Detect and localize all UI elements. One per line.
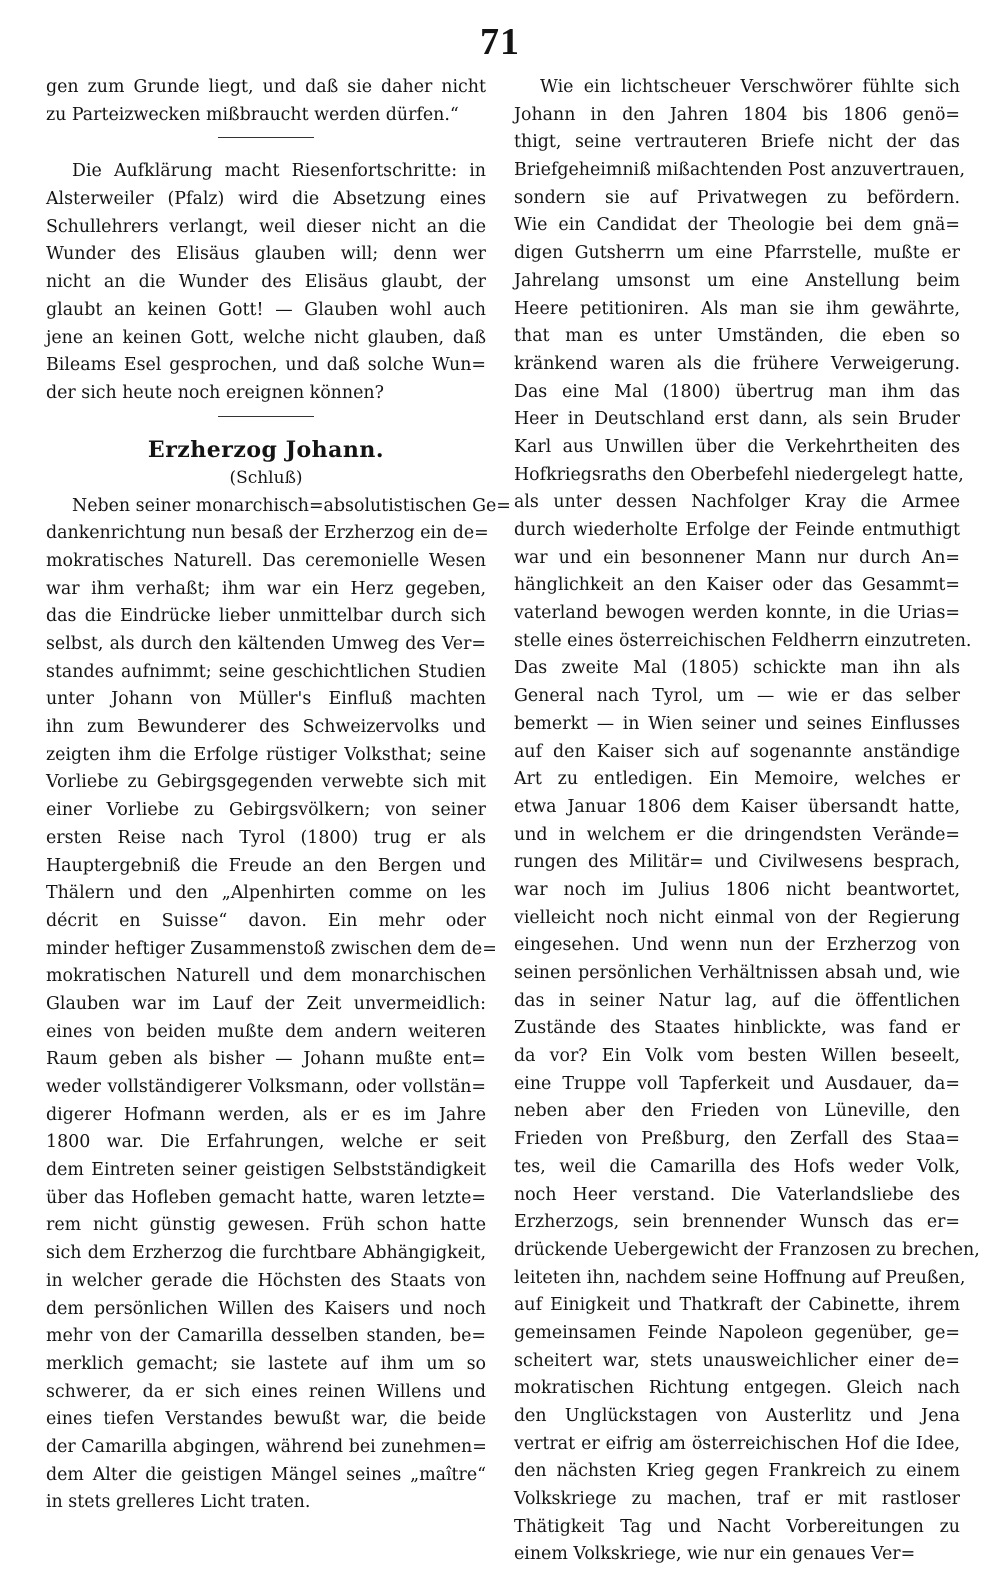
text-line: Schullehrers verlangt, weil dieser nicht an die	[46, 216, 486, 237]
text-line: Thälern und den „Alpenhirten comme on les	[46, 883, 486, 904]
text-line: den Unglückstagen von Austerlitz und Jena	[514, 1406, 960, 1426]
text-line: in stets grelleres Licht traten.	[46, 1492, 311, 1513]
text-line: Wie ein lichtscheuer Verschwörer fühlte sich	[540, 77, 960, 97]
text-line: etwa Januar 1806 dem Kaiser übersandt hatte,	[514, 796, 960, 817]
text-line: rem nicht günstig gewesen. Früh schon hatte	[46, 1215, 486, 1236]
text-line: über das Hofleben gemacht hatte, waren letzte=	[46, 1187, 486, 1208]
text-line: das in seiner Natur lag, auf die öffentlichen	[514, 990, 960, 1011]
text-line: scheitert war, stets unausweichlicher einer de=	[514, 1350, 960, 1371]
text-line: Briefgeheimniß mißachtenden Post anzuvertrauen,	[514, 160, 966, 181]
text-line: Alsterweiler (Pfalz) wird die Absetzung eines	[46, 189, 486, 210]
article-paragraph	[46, 493, 511, 1517]
text-line: drückende Uebergewicht der Franzosen zu brechen,	[514, 1239, 980, 1260]
text-line: weder vollständigerer Volksmann, oder vollstän=	[46, 1077, 486, 1097]
text-line: selbst, als durch den kältenden Umweg des Ver=	[46, 634, 486, 654]
separator-rule	[218, 137, 314, 138]
text-line: sondern sie auf Privatwegen zu befördern.	[514, 187, 960, 208]
text-line: da vor? Ein Volk vom besten Willen beseelt,	[514, 1046, 960, 1067]
text-line: Vorliebe zu Gebirgsgegenden verwebte sich mit	[46, 772, 486, 793]
text-line: auf Einigkeit und Thatkraft der Cabinette, ihrem	[514, 1295, 960, 1316]
text-line: standes aufnimmt; seine geschichtlichen Studien	[46, 661, 486, 682]
text-line: stelle eines österreichischen Feldherrn einzutreten.	[514, 630, 972, 651]
intro-paragraph	[46, 74, 486, 129]
text-line: Frieden von Preßburg, den Zerfall des Staa=	[514, 1129, 960, 1150]
text-line: zeigten ihm die Erfolge rüstiger Volksthat; seine	[46, 744, 486, 765]
right-paragraph	[514, 74, 980, 1569]
text-line: Neben seiner monarchisch=absolutistischen Ge=	[72, 495, 511, 516]
text-line: vielleicht noch nicht einmal von der Regierung	[514, 907, 960, 928]
text-line: Die Aufklärung macht Riesenfortschritte: in	[72, 161, 486, 182]
text-line: tes, weil die Camarilla des Hofs weder Volk,	[514, 1156, 960, 1177]
article-title: Erzherzog Johann.	[147, 436, 385, 463]
text-line: auf den Kaiser sich auf sogenannte anständige	[514, 741, 960, 762]
text-line: Karl aus Unwillen über die Verkehrtheiten des	[514, 436, 960, 457]
text-line: jene an keinen Gott, welche nicht glauben, daß	[46, 327, 486, 348]
text-line: ersten Reise nach Tyrol (1800) trug er als	[46, 827, 486, 848]
left-column	[46, 74, 511, 1517]
notice-paragraph	[46, 158, 486, 407]
text-line: Hofkriegsraths den Oberbefehl niedergelegt hatte,	[514, 464, 964, 485]
text-line: dem persönlichen Willen des Kaisers und noch	[46, 1298, 486, 1319]
text-line: durch wiederholte Erfolge der Feinde entmuthigt	[514, 520, 960, 540]
text-line: seinen persönlichen Verhältnissen absah und, wie	[514, 963, 960, 983]
text-line: war ihm verhaßt; ihm war ein Herz gegeben,	[46, 578, 486, 599]
text-line: 1800 war. Die Erfahrungen, welche er seit	[46, 1132, 486, 1153]
text-line: und in welchem er die dringendsten Verände=	[514, 824, 960, 845]
text-line: vaterland bewogen werden konnte, in die Urias=	[514, 603, 960, 624]
text-line: Bileams Esel gesprochen, und daß solche Wun=	[46, 355, 486, 376]
text-line: der sich heute noch ereignen können?	[46, 382, 384, 403]
text-line: Wie ein Candidat der Theologie bei dem gnä=	[514, 215, 960, 236]
text-line: nicht an die Wunder des Elisäus glaubt, der	[46, 272, 486, 293]
text-line: dankenrichtung nun besaß der Erzherzog ein de=	[46, 523, 489, 544]
text-line: mokratischen Naturell und dem monarchischen	[46, 966, 486, 987]
text-line: glaubt an keinen Gott! — Glauben wohl auch	[46, 299, 486, 320]
text-line: leiteten ihn, nachdem seine Hoffnung auf Preußen,	[514, 1267, 966, 1288]
text-line: Raum geben als bisher — Johann mußte ent=	[46, 1049, 486, 1070]
text-line: Das zweite Mal (1805) schickte man ihn als	[514, 658, 960, 679]
text-line: war und ein besonnener Mann nur durch An=	[514, 547, 960, 568]
text-line: mokratisches Naturell. Das ceremonielle Wesen	[46, 550, 486, 571]
text-line: merklich gemacht; sie lastete auf ihm um so	[46, 1353, 486, 1374]
text-line: Volkskriege zu machen, traf er mit rastloser	[514, 1489, 960, 1510]
text-line: dem Eintreten seiner geistigen Selbstständigkeit	[46, 1160, 486, 1181]
section-rule	[218, 416, 314, 417]
text-line: unter Johann von Müller's Einfluß machten	[46, 689, 486, 710]
text-line: war noch im Julius 1806 nicht beantwortet,	[514, 879, 960, 900]
text-line: digerer Hofmann werden, als er es im Jahre	[46, 1104, 486, 1125]
text-line: Johann in den Jahren 1804 bis 1806 genö=	[514, 104, 960, 125]
text-line: kränkend waren als die frühere Verweigerung.	[514, 353, 960, 374]
text-line: Heere petitioniren. Als man sie ihm gewährte,	[514, 298, 960, 319]
text-line: einem Volkskriege, wie nur ein genaues Ver=	[514, 1544, 916, 1565]
text-line: digen Gutsherrn um eine Pfarrstelle, mußte er	[514, 243, 960, 264]
text-line: Thätigkeit Tag und Nacht Vorbereitungen zu	[514, 1516, 960, 1537]
right-column	[514, 74, 980, 1569]
text-line: Das eine Mal (1800) übertrug man ihm das	[514, 381, 960, 402]
text-line: eines tiefen Verstandes bewußt war, die beide	[46, 1409, 486, 1430]
text-line: Hauptergebniß die Freude an den Bergen und	[46, 855, 486, 876]
text-line: der Camarilla abgingen, während bei zunehmen=	[46, 1436, 487, 1457]
text-line: eines von beiden mußte dem andern weiteren	[46, 1021, 486, 1042]
text-line: in welcher gerade die Höchsten des Staats von	[46, 1270, 486, 1291]
text-line: eine Truppe voll Tapferkeit und Ausdauer, da=	[514, 1073, 960, 1094]
text-line: zu Parteizwecken mißbraucht werden dürfen.“	[46, 104, 459, 125]
text-line: Zustände des Staates hinblickte, was fand er	[514, 1018, 960, 1039]
text-line: sich dem Erzherzog die furchtbare Abhängigkeit,	[46, 1243, 486, 1264]
text-line: bemerkt — in Wien seiner und seines Einflusses	[514, 713, 960, 734]
text-line: Art zu entledigen. Ein Memoire, welches er	[514, 769, 960, 790]
text-line: minder heftiger Zusammenstoß zwischen dem de=	[46, 938, 497, 959]
text-line: thigt, seine vertrauteren Briefe nicht der das	[514, 132, 960, 153]
text-line: Heer in Deutschland erst dann, als sein Bruder	[514, 409, 960, 430]
text-line: Erzherzogs, sein brennender Wunsch das er=	[514, 1212, 960, 1233]
text-line: Jahrelang umsonst um eine Anstellung beim	[514, 270, 960, 291]
text-line: den nächsten Krieg gegen Frankreich zu einem	[514, 1461, 960, 1482]
text-line: dem Alter die geistigen Mängel seines „maître“	[46, 1464, 486, 1485]
text-line: hänglichkeit an den Kaiser oder das Gesammt=	[514, 575, 960, 596]
text-line: General nach Tyrol, um — wie er das selber	[514, 686, 960, 707]
text-line: décrit en Suisse“ davon. Ein mehr oder	[46, 910, 486, 931]
text-line: vertrat er eifrig am österreichischen Hof die Idee,	[514, 1433, 960, 1454]
text-line: that man es unter Umständen, die eben so	[514, 326, 960, 347]
page-number: 71	[480, 21, 520, 63]
text-line: noch Heer verstand. Die Vaterlandsliebe des	[514, 1184, 960, 1205]
text-line: mokratischen Richtung entgegen. Gleich nach	[514, 1378, 960, 1399]
text-line: das die Eindrücke lieber unmittelbar durch sich	[46, 606, 486, 627]
text-line: einer Vorliebe zu Gebirgsvölkern; von seiner	[46, 800, 486, 821]
text-line: schwerer, da er sich eines reinen Willens und	[46, 1381, 486, 1402]
article-subtitle: (Schluß)	[229, 467, 303, 488]
text-line: mehr von der Camarilla desselben standen, be=	[46, 1326, 486, 1347]
text-line: eingesehen. Und wenn nun der Erzherzog von	[514, 935, 960, 956]
text-line: gemeinsamen Feinde Napoleon gegenüber, ge=	[514, 1322, 960, 1343]
text-line: als unter dessen Nachfolger Kray die Armee	[514, 492, 960, 513]
text-line: gen zum Grunde liegt, und daß sie daher nicht	[46, 77, 486, 97]
text-line: neben aber den Frieden von Lüneville, den	[514, 1101, 960, 1122]
text-line: Glauben war im Lauf der Zeit unvermeidlich:	[46, 993, 486, 1014]
text-line: rungen des Militär= und Civilwesens besprach,	[514, 852, 960, 873]
text-line: ihn zum Bewunderer des Schweizervolks und	[46, 717, 486, 738]
text-line: Wunder des Elisäus glauben will; denn wer	[46, 244, 486, 265]
